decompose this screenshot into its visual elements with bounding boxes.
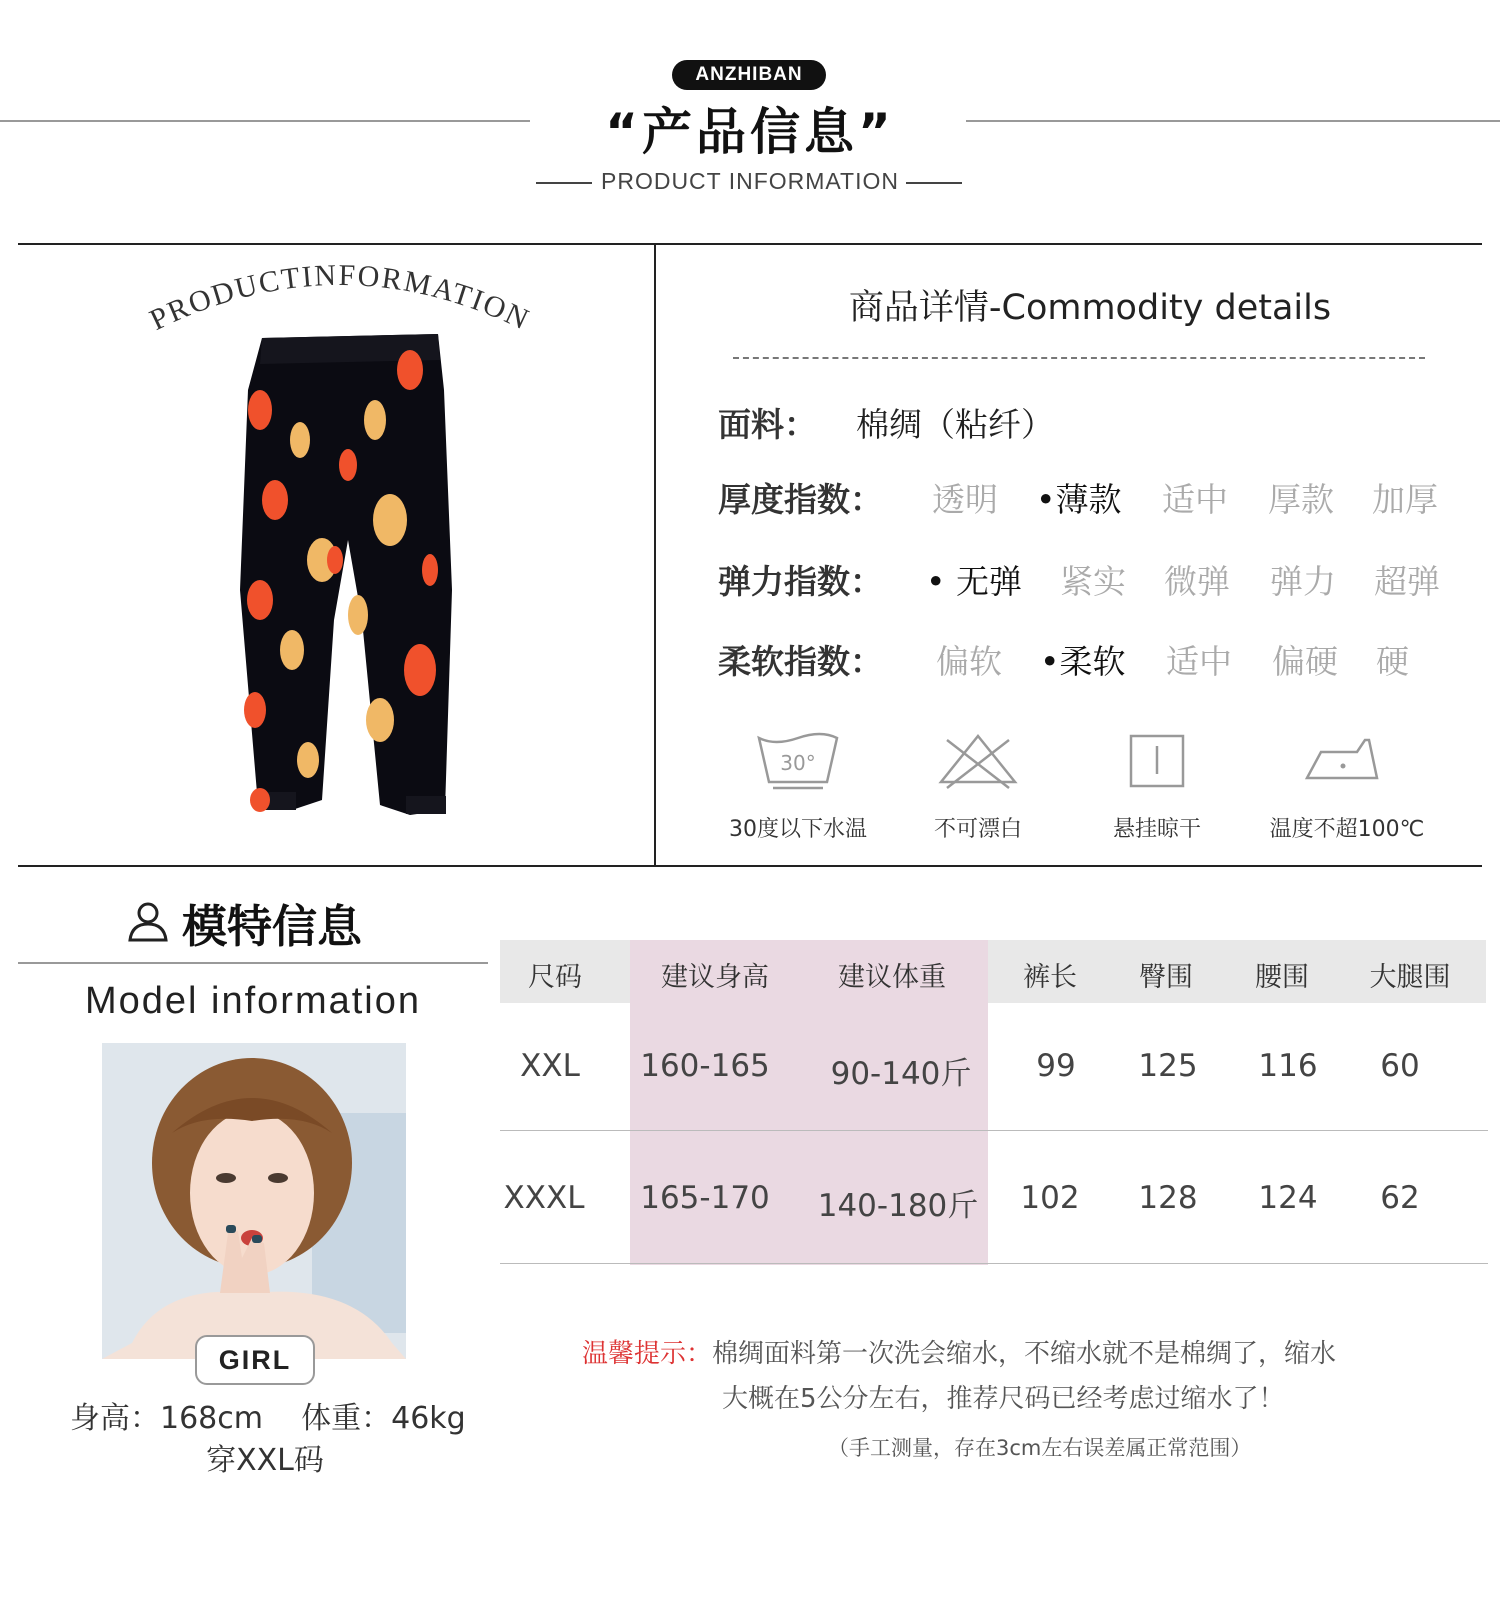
model-stats-line1: 身高：168cm 体重：46kg bbox=[70, 1401, 466, 1436]
care-label: 30度以下水温 bbox=[729, 817, 867, 842]
person-icon bbox=[126, 900, 170, 944]
page-subtitle: PRODUCT INFORMATION bbox=[601, 168, 899, 194]
care-note-prefix: 温馨提示： bbox=[582, 1339, 713, 1369]
softness-row bbox=[718, 637, 1478, 687]
table-cell: 60 bbox=[1380, 1048, 1420, 1084]
iron-icon bbox=[1297, 730, 1387, 790]
brand-badge: ANZHIBAN bbox=[672, 60, 826, 90]
care-label: 温度不超100℃ bbox=[1269, 817, 1425, 842]
wash-30-icon bbox=[753, 730, 843, 790]
thickness-option: 厚款 bbox=[1268, 480, 1334, 519]
table-cell: 102 bbox=[1020, 1180, 1080, 1216]
table-cell: XXXL bbox=[503, 1180, 585, 1216]
model-stats bbox=[70, 1398, 466, 1482]
thickness-option: 透明 bbox=[932, 480, 998, 519]
table-cell: 99 bbox=[1036, 1048, 1076, 1084]
size-table-header: 建议体重 bbox=[838, 962, 946, 993]
header-rule-right bbox=[966, 120, 1500, 122]
elasticity-option: 微弹 bbox=[1164, 562, 1230, 601]
table-cell: 90-140斤 bbox=[830, 1056, 972, 1092]
elasticity-option: 弹力 bbox=[1270, 562, 1336, 601]
softness-label: 柔软指数： bbox=[718, 642, 883, 681]
page-title: “产品信息” bbox=[605, 103, 895, 161]
elasticity-row bbox=[718, 557, 1478, 607]
care-label: 不可漂白 bbox=[933, 817, 1022, 842]
elasticity-option: 紧实 bbox=[1060, 562, 1126, 601]
table-cell: XXL bbox=[520, 1048, 580, 1084]
elasticity-label: 弹力指数： bbox=[718, 562, 883, 601]
girl-badge: GIRL bbox=[195, 1335, 315, 1385]
table-cell: 160-165 bbox=[640, 1048, 770, 1084]
fabric-value: 棉绸（粘纤） bbox=[856, 405, 1054, 444]
size-table-header: 裤长 bbox=[1023, 962, 1077, 993]
thickness-row bbox=[718, 475, 1478, 525]
subtitle-rule-right bbox=[906, 182, 962, 184]
fabric-row bbox=[718, 400, 1418, 450]
care-label: 悬挂晾干 bbox=[1112, 817, 1201, 842]
product-block-bottom-rule bbox=[18, 865, 1482, 867]
softness-option: 适中 bbox=[1166, 642, 1232, 681]
fabric-label: 面料： bbox=[718, 405, 817, 444]
elasticity-option-selected: • 无弹 bbox=[926, 562, 1022, 601]
details-divider bbox=[733, 357, 1425, 359]
arc-heading-text: PRODUCTINFORMATION bbox=[144, 258, 536, 337]
size-table-header: 臀围 bbox=[1139, 962, 1193, 993]
table-cell: 116 bbox=[1258, 1048, 1318, 1084]
size-table-header: 建议身高 bbox=[661, 962, 769, 993]
model-photo bbox=[102, 1043, 406, 1359]
svg-text:PRODUCTINFORMATION bbox=[145, 259, 535, 337]
softness-option-selected: •柔软 bbox=[1040, 642, 1126, 681]
model-heading-en: Model information bbox=[84, 980, 422, 1022]
thickness-option: 加厚 bbox=[1372, 480, 1438, 519]
details-title: 商品详情-Commodity details bbox=[848, 288, 1332, 328]
thickness-option-selected: •薄款 bbox=[1036, 480, 1122, 519]
model-heading-rule bbox=[18, 962, 488, 964]
size-table-rule bbox=[500, 1263, 1488, 1264]
elasticity-option: 超弹 bbox=[1374, 562, 1440, 601]
size-table-header: 腰围 bbox=[1255, 962, 1309, 993]
size-table-rule bbox=[500, 1130, 1488, 1131]
product-block-divider bbox=[654, 245, 656, 865]
care-note-line2: 大概在5公分左右，推荐尺码已经考虑过缩水了！ bbox=[722, 1384, 1285, 1414]
care-note-text: 棉绸面料第一次洗会缩水，不缩水就不是棉绸了，缩水 bbox=[712, 1339, 1337, 1369]
table-cell: 140-180斤 bbox=[817, 1188, 979, 1224]
table-cell: 124 bbox=[1258, 1180, 1318, 1216]
thickness-label: 厚度指数： bbox=[718, 480, 883, 519]
header-rule-left bbox=[0, 120, 530, 122]
care-note-line3: （手工测量，存在3cm左右误差属正常范围） bbox=[828, 1436, 1252, 1460]
table-cell: 128 bbox=[1138, 1180, 1198, 1216]
hang-dry-icon bbox=[1112, 730, 1202, 790]
size-table-header: 大腿围 bbox=[1369, 962, 1451, 993]
softness-option: 偏软 bbox=[936, 642, 1002, 681]
product-pants-image bbox=[230, 330, 470, 840]
table-cell: 62 bbox=[1380, 1180, 1420, 1216]
table-cell: 125 bbox=[1138, 1048, 1198, 1084]
softness-option: 偏硬 bbox=[1272, 642, 1338, 681]
table-cell: 165-170 bbox=[640, 1180, 770, 1216]
model-stats-line2: 穿XXL码 bbox=[206, 1443, 324, 1478]
thickness-option: 适中 bbox=[1162, 480, 1228, 519]
svg-text:30°: 30° bbox=[780, 751, 816, 775]
no-bleach-icon bbox=[933, 730, 1023, 790]
size-table-header: 尺码 bbox=[528, 962, 582, 993]
softness-option: 硬 bbox=[1376, 642, 1409, 681]
care-note-line1 bbox=[582, 1333, 1336, 1370]
model-heading: 模特信息 bbox=[182, 900, 363, 953]
